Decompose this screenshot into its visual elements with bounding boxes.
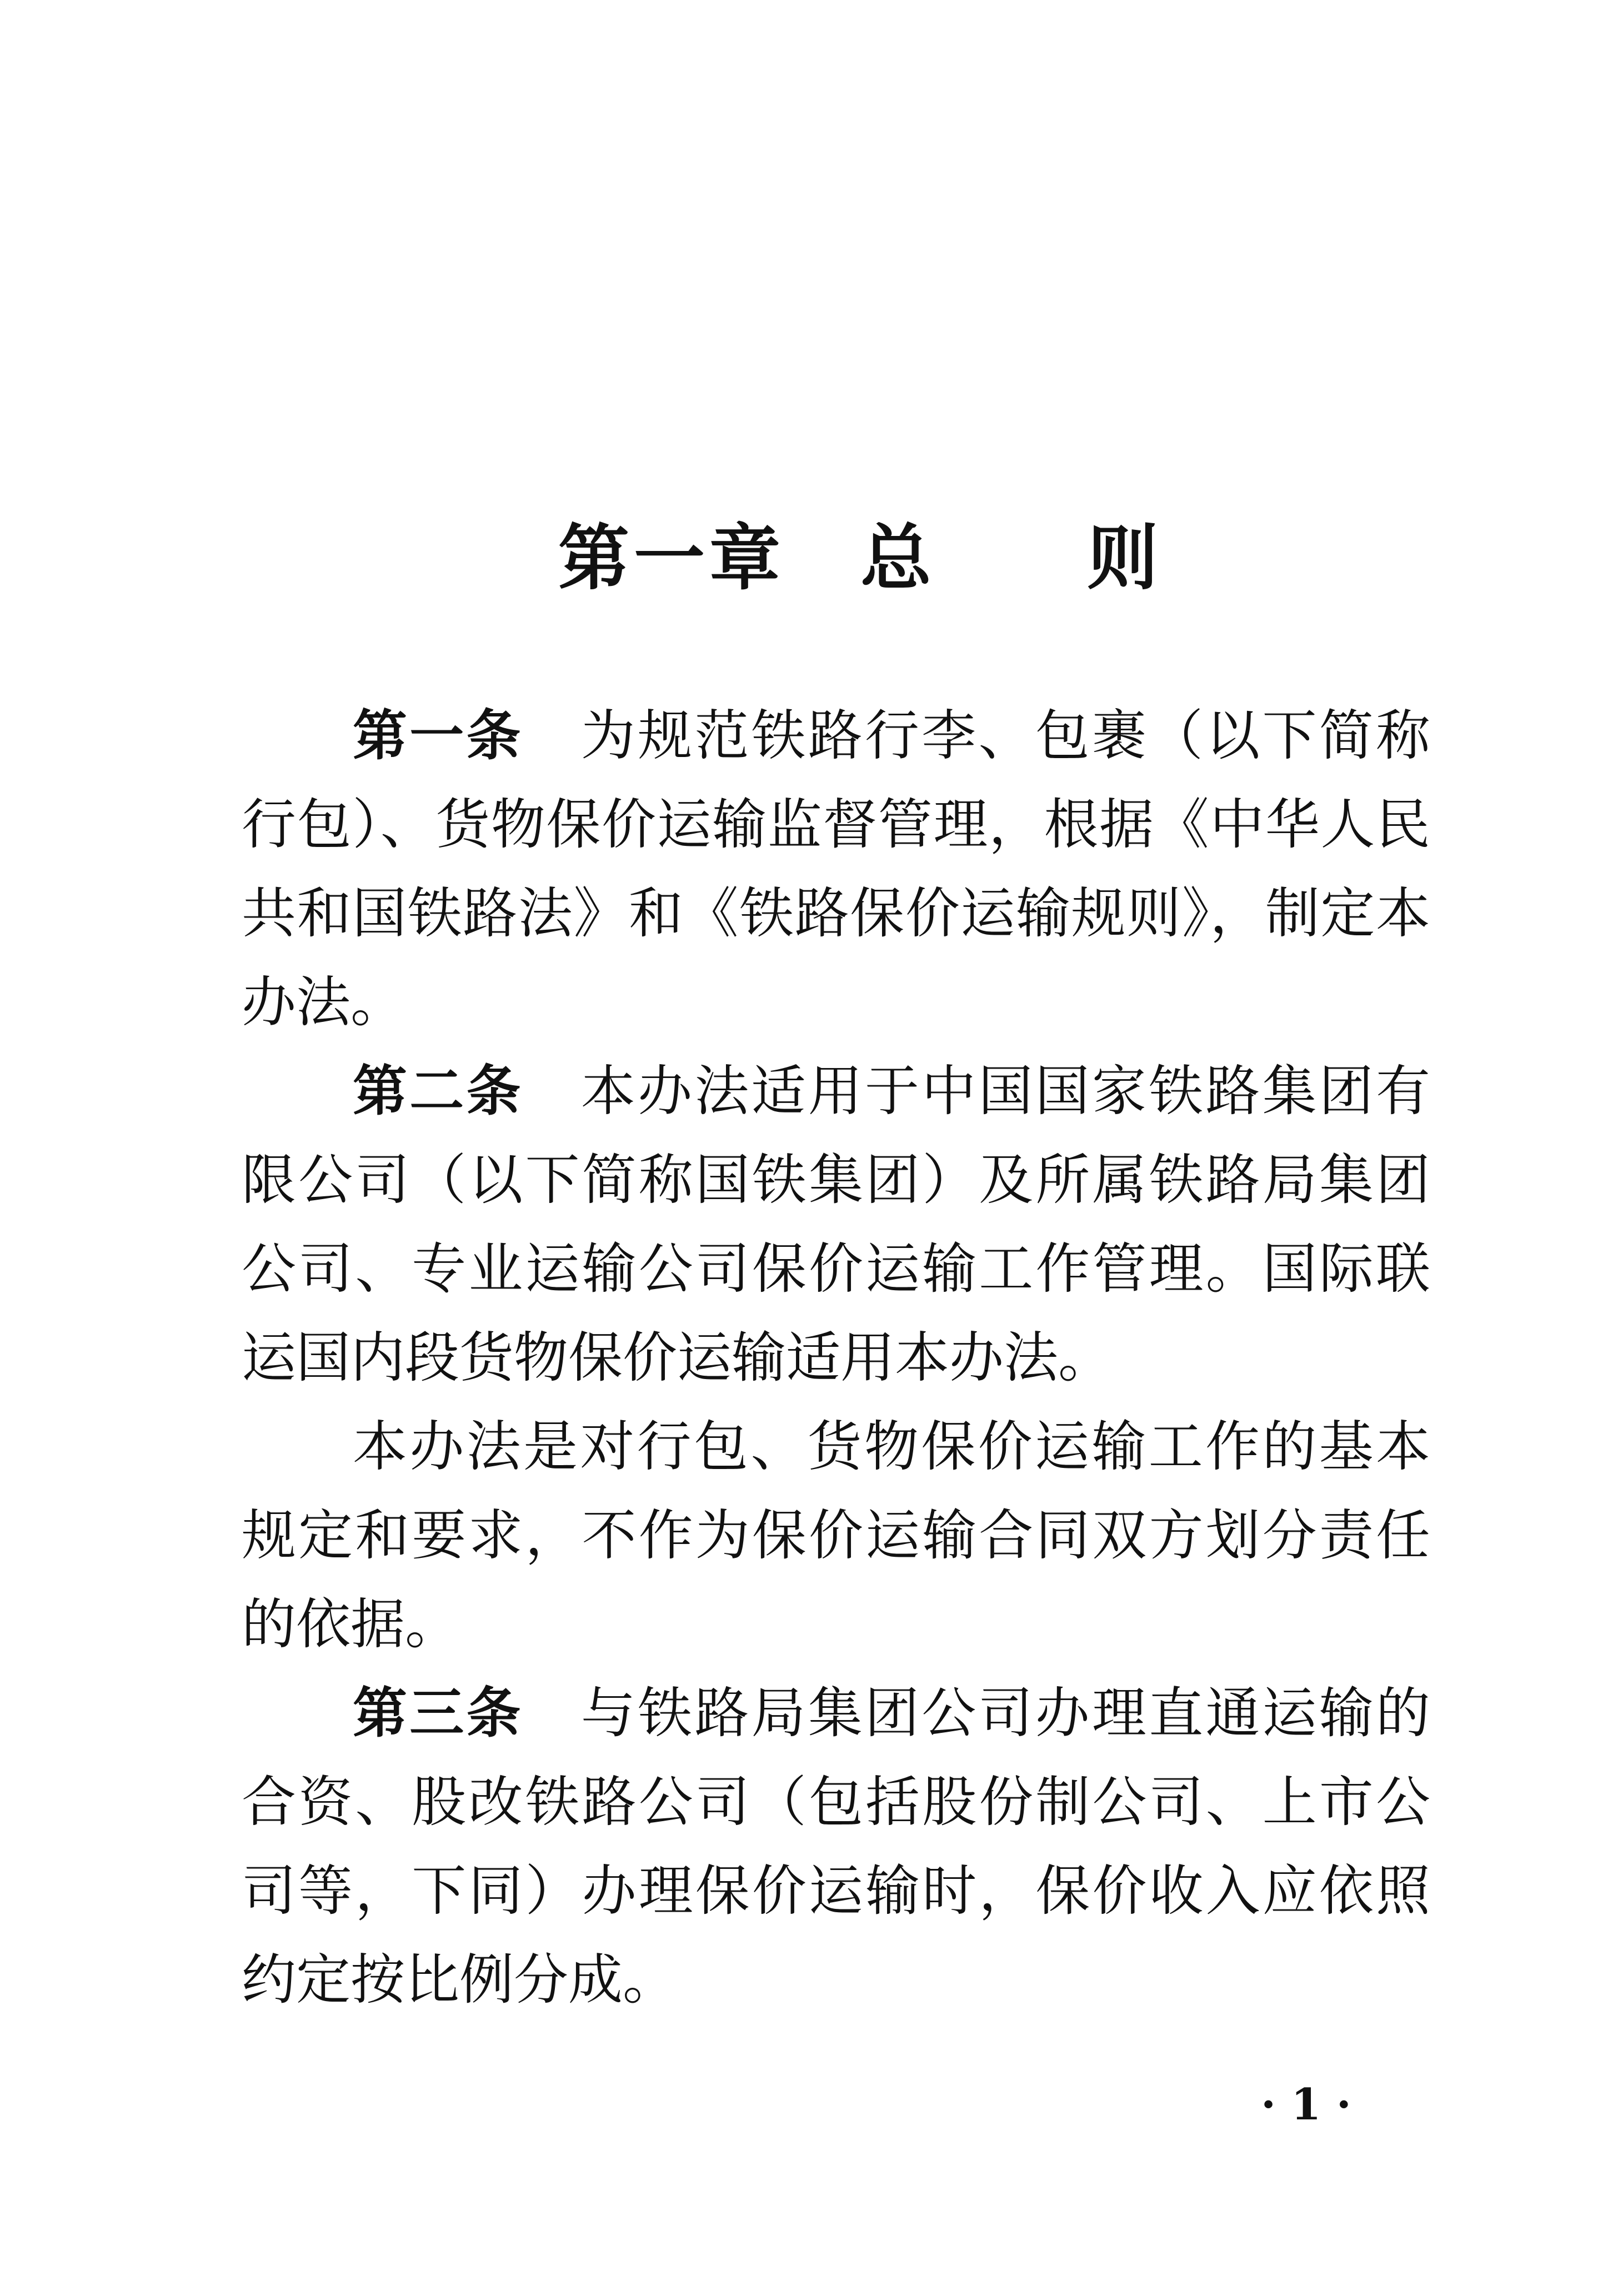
article-2-block (242, 1047, 1430, 1402)
chapter-title: 第一章 总 则 (558, 517, 1163, 600)
article-2-para-2 (242, 1402, 1430, 1669)
article-3-block (242, 1669, 1430, 2024)
article-2-para-2-text: 本办法是对行包、货物保价运输工作的基本规定和要求，不作为保价运输合同双方划分责任的依据。 (242, 1415, 1430, 1656)
article-2-para-2-block (242, 1402, 1430, 1669)
article-1-block (242, 691, 1430, 1047)
article-2 (242, 1047, 1430, 1402)
article-2-label: 第二条 (353, 1060, 523, 1123)
article-1-text: 为规范铁路行李、包裹（以下简称行包）、货物保价运输监督管理，根据《中华人民共和国铁路法》和《铁路保价运输规则》，制定本办法。 (242, 704, 1430, 1034)
article-2-text: 本办法适用于中国国家铁路集团有限公司（以下简称国铁集团）及所属铁路局集团公司、专业运输公司保价运输工作管理。国际联运国内段货物保价运输适用本办法。 (242, 1060, 1430, 1390)
page-number: · 1 · (1261, 2079, 1351, 2130)
article-1-label: 第一条 (353, 704, 523, 768)
article-3-label: 第三条 (353, 1682, 523, 1745)
article-3 (242, 1669, 1430, 2024)
article-3-text: 与铁路局集团公司办理直通运输的合资、股改铁路公司（包括股份制公司、上市公司等，下同）办理保价运输时，保价收入应依照约定按比例分成。 (242, 1682, 1430, 2012)
article-1 (242, 691, 1430, 1047)
